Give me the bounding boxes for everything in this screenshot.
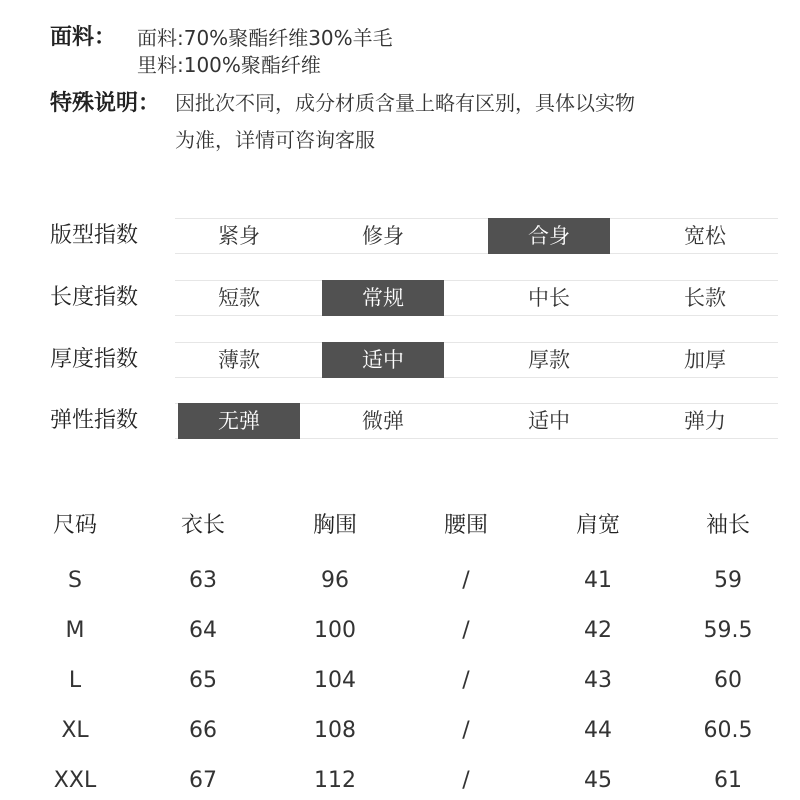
table-cell: 42 [584,618,612,643]
index-row-label: 弹性指数 [50,408,139,433]
table-cell: 65 [189,668,217,693]
table-size-cell: XL [61,718,89,743]
index-row [50,218,778,254]
index-option: 加厚 [684,348,726,372]
index-row [50,403,778,439]
table-header-cell: 尺码 [52,513,97,538]
table-cell: 60 [714,668,742,693]
table-cell: / [462,768,470,793]
index-option: 长款 [684,286,726,310]
table-cell: 41 [584,568,612,593]
note-label: 特殊说明： [50,91,161,116]
index-option: 中长 [528,286,570,310]
table-cell: 66 [189,718,217,743]
table-cell: 100 [314,618,356,643]
table-header-cell: 腰围 [443,513,488,538]
table-header-cell: 衣长 [180,513,225,538]
index-option: 修身 [362,224,404,248]
table-size-cell: S [68,568,82,593]
table-size-cell: L [68,668,82,693]
index-option: 紧身 [218,224,260,248]
table-header-cell: 胸围 [312,513,357,538]
table-cell: / [462,668,470,693]
index-row-label: 厚度指数 [50,347,139,372]
index-row [50,342,778,378]
table-cell: / [462,568,470,593]
table-header-cell: 肩宽 [575,513,620,538]
material-label: 面料： [50,25,117,50]
table-cell: 104 [314,668,356,693]
table-cell: 108 [314,718,356,743]
material-lining: 里料:100%聚酯纤维 [137,53,321,77]
table-header-cell: 袖长 [705,513,750,538]
table-size-cell: M [65,618,85,643]
index-option: 弹力 [684,409,726,433]
index-row-label: 版型指数 [50,223,139,248]
index-row [50,280,778,316]
table-cell: 43 [584,668,612,693]
table-cell: 44 [584,718,612,743]
note-line-1: 因批次不同，成分材质含量上略有区别，具体以实物 [175,91,635,115]
material-outer-fabric: 面料:70%聚酯纤维30%羊毛 [137,26,393,50]
index-option: 适中 [528,409,570,433]
table-cell: 45 [584,768,612,793]
index-option-selected: 合身 [488,218,610,254]
table-cell: 60.5 [703,718,753,743]
table-cell: / [462,618,470,643]
table-cell: 59.5 [703,618,753,643]
table-cell: 112 [314,768,356,793]
index-option-selected: 常规 [322,280,444,316]
table-cell: 61 [714,768,742,793]
index-option: 微弹 [362,409,404,433]
index-option: 厚款 [528,348,570,372]
table-cell: 59 [714,568,742,593]
index-option-selected: 适中 [322,342,444,378]
index-option: 薄款 [218,348,260,372]
index-option: 短款 [218,286,260,310]
index-option: 宽松 [684,224,726,248]
table-size-cell: XXL [53,768,97,793]
table-cell: / [462,718,470,743]
index-row-label: 长度指数 [50,285,139,310]
table-cell: 67 [189,768,217,793]
table-cell: 96 [321,568,349,593]
index-option-selected: 无弹 [178,403,300,439]
note-line-2: 为准，详情可咨询客服 [175,128,375,152]
table-cell: 63 [189,568,217,593]
table-cell: 64 [189,618,217,643]
